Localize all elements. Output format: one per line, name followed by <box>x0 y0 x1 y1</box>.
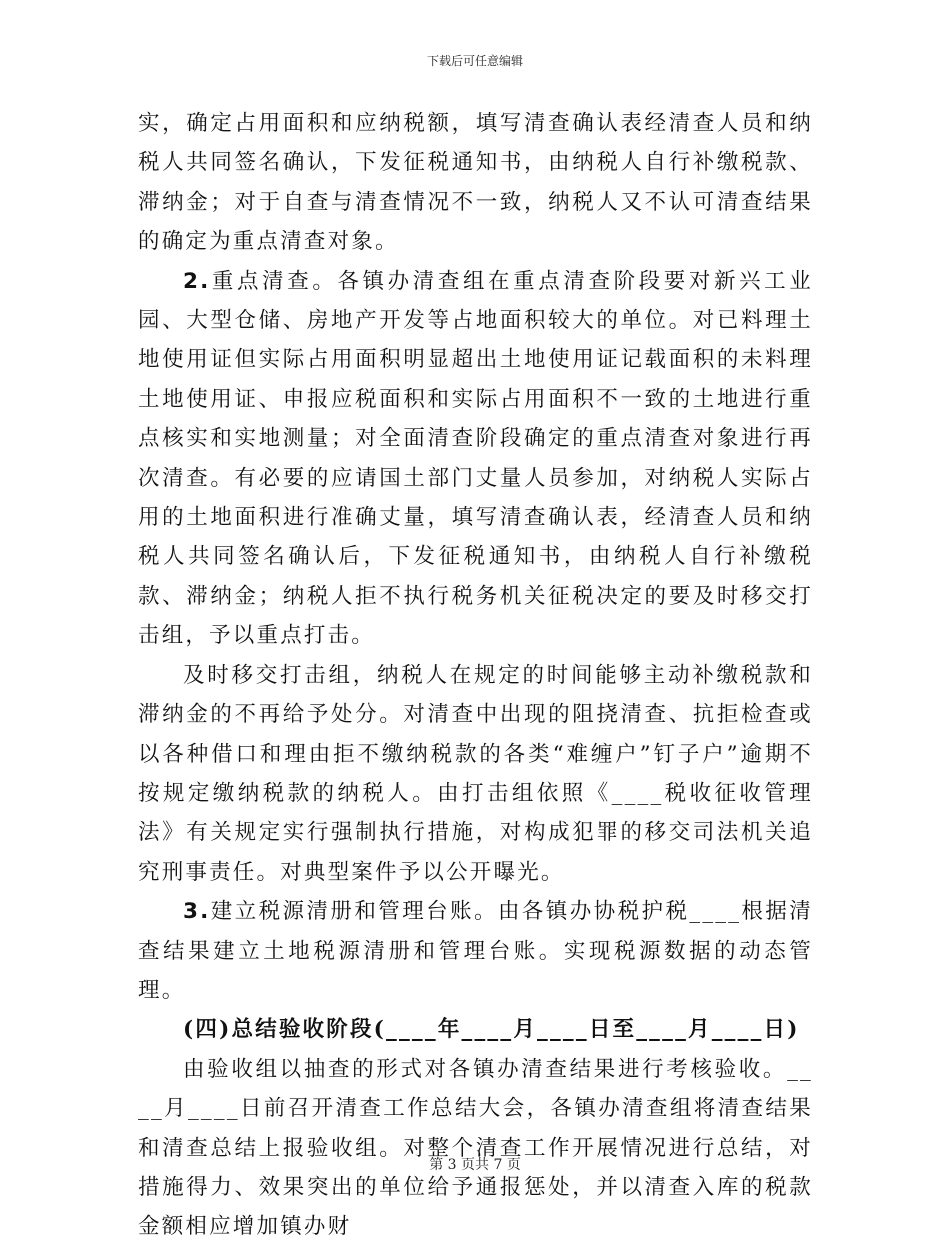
item-number: 3. <box>183 899 211 925</box>
paragraph-2-text: 重点清查。各镇办清查组在重点清查阶段要对新兴工业园、大型仓储、房地产开发等占地面积较大的单位。对已料理土地使用证但实际占用面积明显超出土地使用证记载面积的未料理土地使用证、申报应税面积和实际占用面积不一致的土地进行重点核实和实地测量；对全面清查阶段确定的重点清查对象进行再次清查。有必要的应请国土部门丈量人员参加，对纳税人实际占用的土地面积进行准确丈量，填写清查确认表，经清查人员和纳税人共同签名确认后，下发征税通知书，由纳税人自行补缴税款、滞纳金；纳税人拒不执行税务机关征税决定的要及时移交打击组，予以重点打击。 <box>138 268 813 649</box>
page-footer: 第 3 页共 7 页 <box>429 1157 521 1173</box>
paragraph-6: 由验收组以抽查的形式对各镇办清查结果进行考核验收。____月____日前召开清查工作总结大会，各镇办清查组将清查结果和清查总结上报验收组。对整个清查工作开展情况进行总结，对措施得力、效果突出的单位给予通报惩处，并以清查入库的税款金额相应增加镇办财 <box>138 1056 813 1240</box>
paragraph-3: 及时移交打击组，纳税人在规定的时间能够主动补缴税款和滞纳金的不再给予处分。对清查中出现的阻挠清查、抗拒检查或以各种借口和理由拒不缴纳税款的各类“难缠户”钉子户”逾期不按规定缴纳税款的纳税人。由打击组依照《____税收征收管理法》有关规定实行强制执行措施，对构成犯罪的移交司法机关追究刑事责任。对典型案件予以公开曝光。 <box>138 662 813 885</box>
paragraph-1: 实，确定占用面积和应纳税额，填写清查确认表经清查人员和纳税人共同签名确认，下发征税通知书，由纳税人自行补缴税款、滞纳金；对于自查与清查情况不一致，纳税人又不认可清查结果的确定为重点清查对象。 <box>138 111 813 255</box>
document-body <box>138 104 813 1247</box>
page-header: 下载后可任意编辑 <box>426 54 523 68</box>
section-heading: (四)总结验收阶段(____年____月____日至____月____日) <box>183 1017 800 1043</box>
item-number: 2. <box>183 268 211 294</box>
paragraph-4 <box>138 892 813 1010</box>
paragraph-4-text: 建立税源清册和管理台账。由各镇办协税护税____根据清查结果建立土地税源清册和管理台账。实现税源数据的动态管理。 <box>138 899 813 1003</box>
paragraph-2 <box>138 262 813 656</box>
